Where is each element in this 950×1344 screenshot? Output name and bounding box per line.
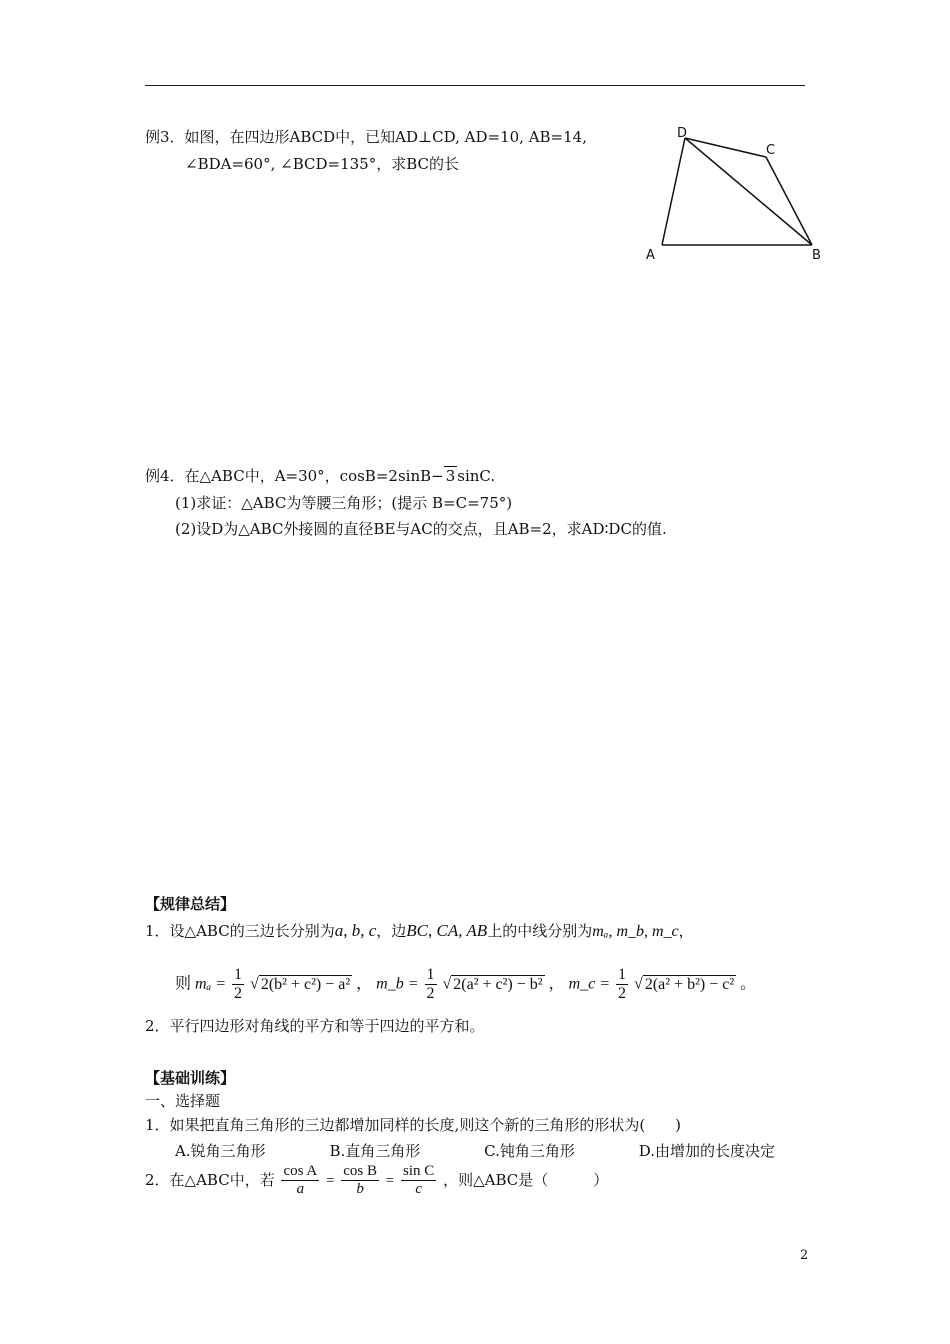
ma-lhs: mₐ = [195, 975, 227, 993]
item1-end: ， [678, 922, 694, 940]
summary-item2: 2．平行四边形对角线的平方和等于四边的平方和。 [145, 1017, 485, 1035]
example3-line2: ∠BDA=60°, ∠BCD=135°，求BC的长 [185, 155, 459, 173]
mb-lhs: m_b = [376, 975, 419, 993]
example3-line1: 例3．如图，在四边形ABCD中，已知AD⊥CD, AD=10, AB=14, [145, 128, 587, 146]
label-c: C [766, 143, 776, 158]
q2-f2-den: b [341, 1180, 379, 1198]
header-rule [145, 85, 805, 86]
mc-lhs: m_c = [568, 975, 611, 993]
label-b: B [812, 248, 821, 263]
mb-radicand: 2(a² + c²) − b² [453, 975, 543, 993]
option-b: B.直角三角形 [329, 1142, 421, 1160]
summary-item1 [145, 920, 694, 941]
edge-bc [766, 157, 812, 245]
option-a: A.锐角三角形 [175, 1142, 266, 1160]
example4-q2: (2)设D为△ABC外接圆的直径BE与AC的交点，且AB=2，求AD∶DC的值. [175, 520, 667, 538]
item1-sides: a, b, c [334, 921, 377, 940]
q2-f3-num: sin C [403, 1163, 435, 1179]
training-q1: 1．如果把直角三角形的三边都增加同样的长度,则这个新的三角形的形状为( ) [145, 1116, 682, 1134]
training-q2: 2．在△ABC中，若 $\frac{\text{cos A}}{a}$ = $\frac{\text{cos B}}{b}$ = $\frac{\text{sin C}}{c}$ ，则△ABC是（ ） [145, 1163, 609, 1198]
option-d: D.由增加的长度决定 [638, 1142, 775, 1160]
formula-end: 。 [740, 975, 757, 993]
mb-frac-den: 2 [426, 985, 435, 1003]
median-formulas: 则 mₐ = $\frac{1}{2}$ √ 2(b² + c²) − a² ， m_b = $\frac{1}{2}$ √ 2(a² + c²) − b² ， m_c = $\frac{1}{2}$ √ 2(a² + b²) − c² 。 [175, 966, 757, 1003]
training-q1-options [175, 1140, 775, 1161]
sqrt-three: 3 [445, 467, 456, 485]
quadrilateral-figure [640, 120, 840, 270]
page-number: 2 [800, 1248, 809, 1263]
item1-mid2: 上的中线分别为 [487, 922, 593, 940]
label-a: A [646, 248, 655, 263]
item1-edges: BC, CA, AB [406, 921, 488, 940]
example4-q1: (1)求证：△ABC为等腰三角形；(提示 B=C=75°) [175, 494, 513, 512]
example4-head [145, 465, 495, 486]
mc-frac-den: 2 [618, 985, 627, 1003]
formula-prefix: 则 [175, 975, 192, 993]
option-c: C.钝角三角形 [484, 1142, 575, 1160]
edge-da [662, 138, 685, 245]
item1-prefix: 1．设△ABC的三边长分别为 [145, 922, 335, 940]
ma-frac-num: 1 [234, 966, 243, 983]
q2-f3-den: c [401, 1180, 436, 1198]
q2-f1-den: a [281, 1180, 319, 1198]
q2-f2-num: cos B [343, 1163, 378, 1179]
sep-2: ， [548, 975, 565, 993]
q2-prefix: 2．在△ABC中，若 [145, 1170, 275, 1189]
mc-radicand: 2(a² + b²) − c² [644, 975, 735, 993]
q2-f1-num: cos A [283, 1163, 318, 1179]
training-section: 一、选择题 [145, 1092, 221, 1110]
ma-radicand: 2(b² + c²) − a² [260, 975, 351, 993]
training-title: 【基础训练】 [145, 1069, 236, 1087]
summary-title: 【规律总结】 [145, 895, 236, 913]
mc-frac-num: 1 [618, 966, 627, 983]
example4-head-text: 例4．在△ABC中，A=30°，cosB=2sinB− [145, 467, 444, 485]
diagonal-db [685, 138, 812, 245]
label-d: D [677, 126, 688, 141]
ma-frac-den: 2 [234, 985, 243, 1003]
item1-mid: ，边 [376, 922, 407, 940]
sep-1: ， [356, 975, 373, 993]
q2-suffix: ，则△ABC是（ ） [443, 1170, 609, 1189]
example4-head-tail: sinC. [457, 467, 496, 485]
mb-frac-num: 1 [426, 966, 435, 983]
item1-medians: mₐ, m_b, m_c [592, 923, 679, 940]
